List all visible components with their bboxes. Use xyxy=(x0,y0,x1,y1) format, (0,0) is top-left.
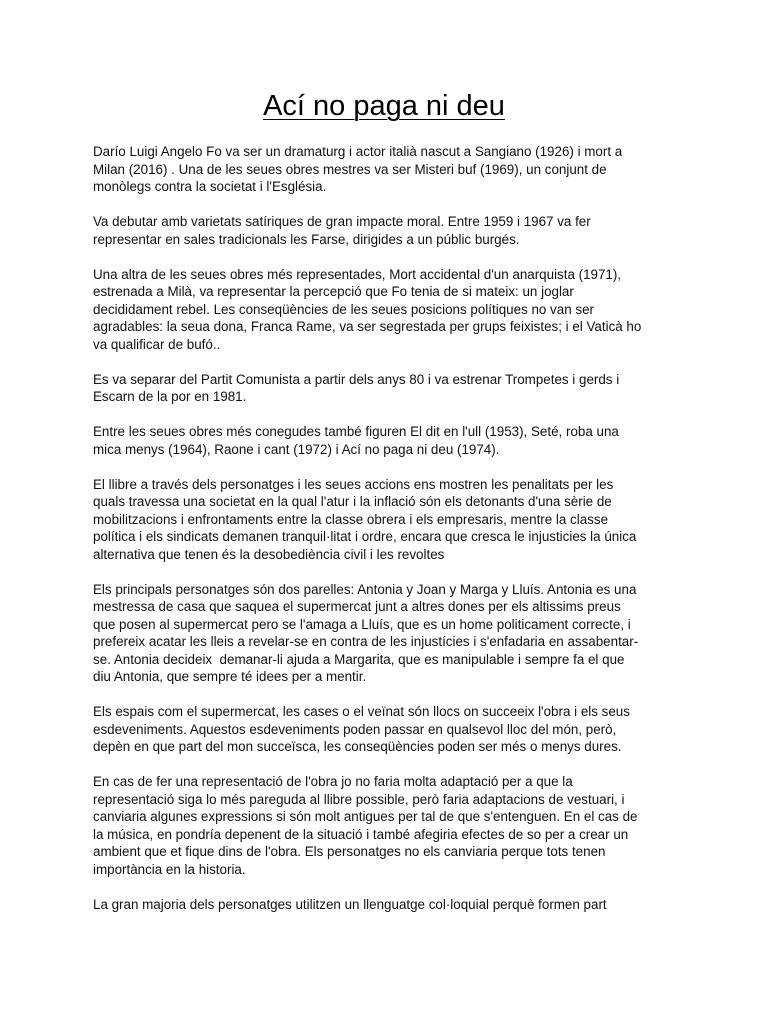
paragraph: El llibre a través dels personatges i les seues accions ens mostren les penalitats per les quals travessa una societat en la qual l'atur i la inflació són els detonants d'una sèrie de mobilitzacions i enfrontaments entre la classe obrera i els empresaris, mentre la classe política i els sindicats demanen tranquil·litat i ordre, encara que cresca le injusticies la única alternativa que tenen és la desobediència civil i les revoltes xyxy=(93,476,637,562)
paragraph: Una altra de les seues obres més representades, Mort accidental d'un anarquista (1971), estrenada a Milà, va representar la percepció que Fo tenia de si mateix: un joglar decididament rebel. Les conseqüències de les seues posicions polítiques no van ser agradables: la seua dona, Franca Rame, va ser segrestada per grups feixistes; i el Vaticà ho va qualificar de bufó.. xyxy=(93,266,642,352)
paragraph: Va debutar amb varietats satíriques de gran impacte moral. Entre 1959 i 1967 va fer representar en sales tradicionals les Farse, dirigides a un públic burgés. xyxy=(93,214,591,247)
paragraph: Entre les seues obres més conegudes també figuren El dit en l'ull (1953), Seté, roba una mica menys (1964), Raone i cant (1972) i Ací no paga ni deu (1974). xyxy=(93,424,619,457)
paragraph: En cas de fer una representació de l'obra jo no faria molta adaptació per a que la representació siga lo més pareguda al llibre possible, però faria adaptacions de vestuari, i canviaria algunes expressions si són molt antigues per tal de que s'entenguen. En el cas de la música, en pondría depenent de la situació i també afegiria efectes de so per a crear un ambient que et fique dins de l'obra. Els personatges no els canviaria perque tots tenen importància en la historia. xyxy=(93,774,638,877)
paragraph: Es va separar del Partit Comunista a partir dels anys 80 i va estrenar Trompetes i gerds i Escarn de la por en 1981. xyxy=(93,371,620,404)
paragraph: Darío Luigi Angelo Fo va ser un dramaturg i actor italià nascut a Sangiano (1926) i mort a Milan (2016) . Una de les seues obres mestres va ser Misteri buf (1969), un conjunt de monòlegs contra la societat i l'Església. xyxy=(93,144,623,194)
document-body xyxy=(93,143,693,931)
document-title: Ací no paga ni deu xyxy=(263,90,505,122)
paragraph: Els espais com el supermercat, les cases o el veïnat són llocs on succeeix l'obra i els seus esdeveniments. Aquestos esdeveniments poden passar en qualsevol lloc del món, però, depèn en que part del mon succeïsca, les conseqüències poden ser més o menys dures. xyxy=(93,704,630,754)
paragraph: Els principals personatges són dos parelles: Antonia y Joan y Marga y Lluís. Antonia es una mestressa de casa que saquea el supermercat junt a altres dones per els altissims preus que posen al supermercat pero se l'amaga a Lluís, que es un home politicament correcte, i prefereix acatar les lleis a revelar-se en contra de les injustícies i s'enfadaria en assabentar- se. Antonia decideix demanar-li ajuda a Margarita, que es manipulable i sempre fa el que diu Antonia, que sempre té idees per a mentir. xyxy=(93,581,639,684)
paragraph: La gran majoria dels personatges utilitzen un llenguatge col·loquial perquè formen part xyxy=(93,896,607,912)
